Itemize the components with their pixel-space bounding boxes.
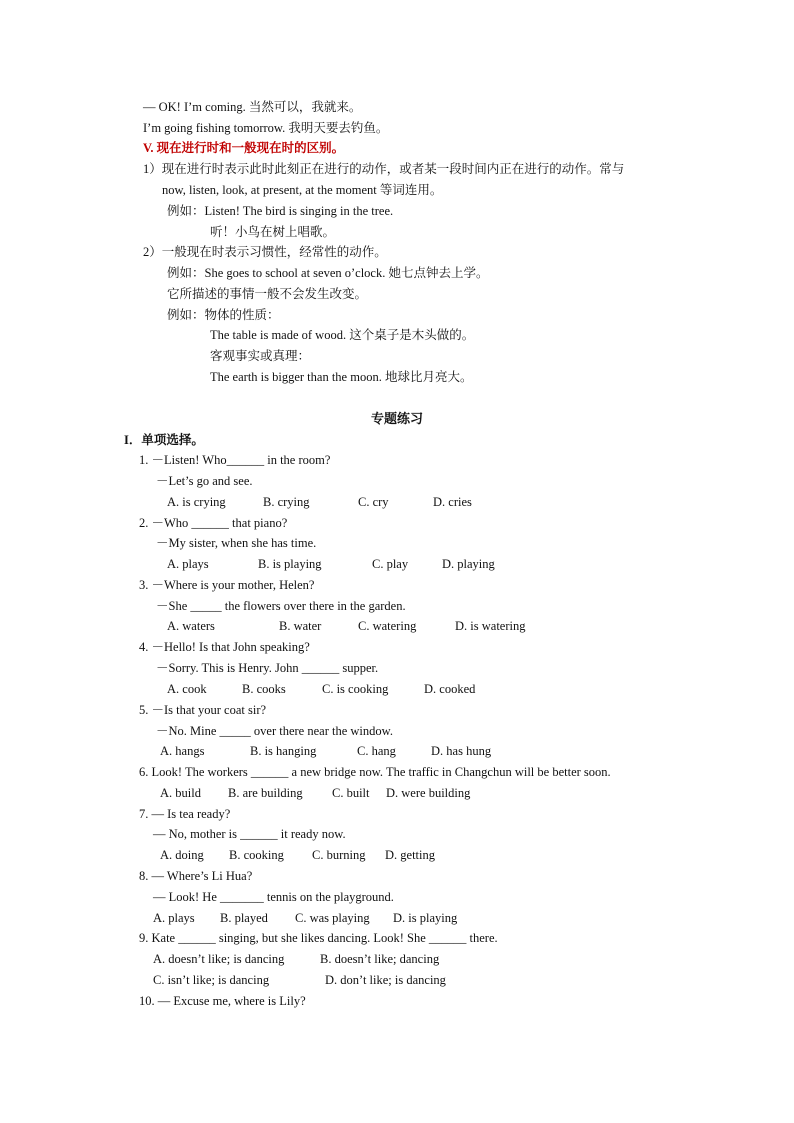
q1-option-d[interactable]: D. cries: [433, 495, 472, 509]
q4-option-c[interactable]: C. is cooking: [322, 682, 389, 696]
question-7: 7. — Is tea ready?: [139, 807, 231, 821]
q7-option-a[interactable]: A. doing: [160, 848, 204, 862]
question-8-response: — Look! He _______ tennis on the playground.: [153, 890, 394, 904]
question-8: 8. — Where’s Li Hua?: [139, 869, 253, 883]
q3-option-d[interactable]: D. is watering: [455, 619, 526, 633]
q6-option-c[interactable]: C. built: [332, 786, 370, 800]
q8-option-a[interactable]: A. plays: [153, 911, 195, 925]
section-heading-i: I．单项选择。: [124, 433, 204, 447]
q5-option-d[interactable]: D. has hung: [431, 744, 492, 758]
q6-option-a[interactable]: A. build: [160, 786, 201, 800]
question-4-response: －Sorry. This is Henry. John ______ supper.: [156, 661, 379, 675]
question-5-response: －No. Mine _____ over there near the window.: [156, 724, 393, 738]
rule-2-example: 例如：She goes to school at seven o’clock. 她七点钟去上学。: [167, 266, 489, 280]
q1-option-a[interactable]: A. is crying: [167, 495, 226, 509]
question-6: 6. Look! The workers ______ a new bridge now. The traffic in Changchun will be better soon.: [139, 765, 611, 779]
question-2-response: －My sister, when she has time.: [156, 536, 317, 550]
q3-option-a[interactable]: A. waters: [167, 619, 215, 633]
section-heading-v: V. 现在进行时和一般现在时的区别。: [143, 141, 345, 155]
q4-option-b[interactable]: B. cooks: [242, 682, 286, 696]
dialog-line: — OK! I’m coming. 当然可以，我就来。: [143, 100, 362, 114]
q8-option-c[interactable]: C. was playing: [295, 911, 370, 925]
rule-2-note: 它所描述的事情一般不会发生改变。: [167, 287, 368, 301]
q4-option-a[interactable]: A. cook: [167, 682, 207, 696]
q5-option-c[interactable]: C. hang: [357, 744, 396, 758]
question-4: 4. －Hello! Is that John speaking?: [139, 640, 310, 654]
question-7-response: — No, mother is ______ it ready now.: [153, 827, 346, 841]
question-3-response: －She _____ the flowers over there in the garden.: [156, 599, 406, 613]
question-3: 3. －Where is your mother, Helen?: [139, 578, 315, 592]
q1-option-b[interactable]: B. crying: [263, 495, 310, 509]
q6-option-b[interactable]: B. are building: [228, 786, 303, 800]
q4-option-d[interactable]: D. cooked: [424, 682, 476, 696]
q8-option-b[interactable]: B. played: [220, 911, 268, 925]
q8-option-d[interactable]: D. is playing: [393, 911, 458, 925]
q3-option-c[interactable]: C. watering: [358, 619, 417, 633]
rule-1-text: 1）现在进行时表示此时此刻正在进行的动作，或者某一段时间内正在进行的动作。常与: [143, 162, 625, 176]
q7-option-c[interactable]: C. burning: [312, 848, 366, 862]
practice-title: 专题练习: [371, 411, 424, 426]
question-1-response: －Let’s go and see.: [156, 474, 253, 488]
q1-option-c[interactable]: C. cry: [358, 495, 389, 509]
question-1: 1. －Listen! Who______ in the room?: [139, 453, 331, 467]
rule-1-example: 例如：Listen! The bird is singing in the tree.: [167, 204, 394, 218]
rule-2-fact: 客观事实或真理：: [210, 349, 311, 363]
q9-option-d[interactable]: D. don’t like; is dancing: [325, 973, 446, 987]
q9-option-a[interactable]: A. doesn’t like; is dancing: [153, 952, 285, 966]
q2-option-d[interactable]: D. playing: [442, 557, 495, 571]
q2-option-c[interactable]: C. play: [372, 557, 409, 571]
example-line: I’m going fishing tomorrow. 我明天要去钓鱼。: [143, 121, 389, 135]
q5-option-a[interactable]: A. hangs: [160, 744, 205, 758]
q5-option-b[interactable]: B. is hanging: [250, 744, 317, 758]
q7-option-b[interactable]: B. cooking: [229, 848, 284, 862]
q2-option-b[interactable]: B. is playing: [258, 557, 322, 571]
q9-option-c[interactable]: C. isn’t like; is dancing: [153, 973, 270, 987]
rule-2-text: 2）一般现在时表示习惯性，经常性的动作。: [143, 245, 387, 259]
question-9: 9. Kate ______ singing, but she likes dancing. Look! She ______ there.: [139, 931, 498, 945]
q6-option-d[interactable]: D. were building: [386, 786, 471, 800]
rule-1-text-cont: now, listen, look, at present, at the moment 等词连用。: [162, 183, 443, 197]
rule-2-example-2-en: The table is made of wood. 这个桌子是木头做的。: [210, 328, 475, 342]
q2-option-a[interactable]: A. plays: [167, 557, 209, 571]
question-2: 2. －Who ______ that piano?: [139, 516, 288, 530]
question-10: 10. — Excuse me, where is Lily?: [139, 994, 306, 1008]
rule-2-fact-en: The earth is bigger than the moon. 地球比月亮大。: [210, 370, 473, 384]
q9-option-b[interactable]: B. doesn’t like; dancing: [320, 952, 440, 966]
question-5: 5. －Is that your coat sir?: [139, 703, 267, 717]
q7-option-d[interactable]: D. getting: [385, 848, 435, 862]
q3-option-b[interactable]: B. water: [279, 619, 322, 633]
rule-2-example-2: 例如：物体的性质：: [167, 308, 280, 322]
rule-1-example-cn: 听！小鸟在树上唱歌。: [210, 225, 336, 239]
